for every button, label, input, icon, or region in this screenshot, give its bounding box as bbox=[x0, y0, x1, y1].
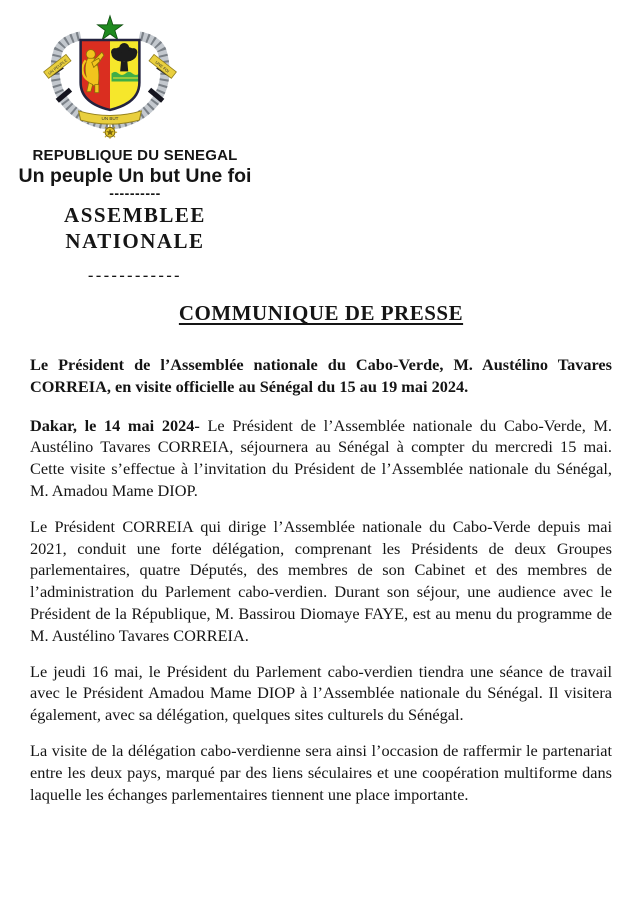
motto-banner bbox=[79, 111, 142, 124]
paragraph-delegation bbox=[30, 516, 612, 647]
dateline-bold-prefix: Dakar, le 14 mai 2024- bbox=[30, 415, 200, 435]
paragraph-text: Le Président de l’Assemblée nationale du Cabo-Verde, M. Austélino Tavares CORREIA, séjournera au Sénégal à compter du mercredi 15 mai. Cette visite s’effectue à l’invitation du Président de l’Assemblée nationale du Sénégal, M. Amadou Mame DIOP. bbox=[30, 415, 612, 500]
medal-icon bbox=[103, 125, 117, 139]
national-motto: Un peuple Un but Une foi bbox=[18, 165, 252, 187]
paragraph-program bbox=[30, 661, 612, 726]
letterhead bbox=[2, 146, 268, 285]
institution-name: ASSEMBLEE NATIONALE bbox=[64, 203, 206, 253]
left-ribbon-text: UN PEUPLE bbox=[47, 57, 69, 76]
republic-name: REPUBLIQUE DU SENEGAL bbox=[32, 147, 238, 164]
paragraph-text: Le Président CORREIA qui dirige l’Assemblée nationale du Cabo-Verde depuis mai 2021, conduit une forte délégation, comprenant les Présidents de deux Groupes parlementaires, quatre Députés, des membres de son Cabinet et des membres de l’administration du Parlement cabo-verdien. Durant son séjour, une audience avec le Président de la République, M. Bassirou Diomaye FAYE, est au menu du programme de M. Austélino Tavares CORREIA. bbox=[30, 516, 612, 645]
divider-dashes-small: ---------- bbox=[109, 185, 161, 201]
press-release-title: COMMUNIQUE DE PRESSE bbox=[178, 301, 464, 325]
lead-paragraph: Le Président de l’Assemblée nationale du Cabo-Verde, M. Austélino Tavares CORREIA, en visite officielle au Sénégal du 15 au 19 mai 2024. bbox=[30, 355, 612, 396]
right-ribbon-text: UNE FOI bbox=[154, 59, 171, 74]
shield bbox=[81, 40, 140, 110]
motto-banner-text: UN BUT bbox=[101, 116, 119, 122]
divider-dashes-large: ------------ bbox=[88, 267, 182, 284]
paragraph-text: La visite de la délégation cabo-verdienne sera ainsi l’occasion de raffermir le partenariat entre les deux pays, marqué par des liens séculaires et une coopération multiforme dans laquelle les échanges parlementaires tiennent une place importante. bbox=[30, 740, 612, 804]
paragraph-partnership bbox=[30, 740, 612, 805]
paragraph-dateline bbox=[30, 415, 612, 502]
document-body bbox=[30, 300, 612, 819]
paragraph-text: Le jeudi 16 mai, le Président du Parlement cabo-verdien tiendra une séance de travail avec le Président Amadou Mame DIOP à l’Assemblée nationale du Sénégal. Il visitera également, avec sa délégation, quelques sites culturels du Sénégal. bbox=[30, 661, 612, 725]
green-star-icon bbox=[97, 16, 122, 40]
senegal-coat-of-arms-icon bbox=[34, 12, 186, 142]
